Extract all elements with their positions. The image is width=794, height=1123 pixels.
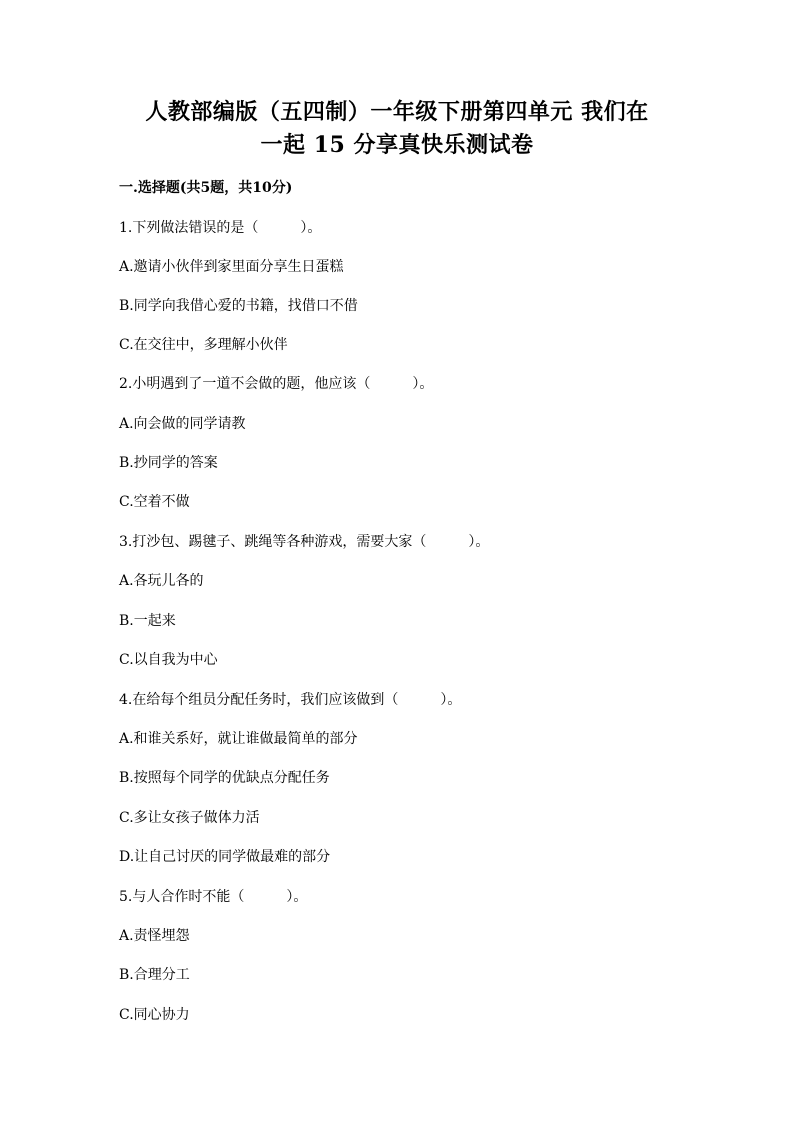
question-5-option-b: B.合理分工 [119, 967, 190, 983]
section-heading: 一.选择题(共5题，共10分) [119, 180, 293, 196]
question-5-option-a: A.责怪埋怨 [119, 928, 190, 944]
question-4-option-b: B.按照每个同学的优缺点分配任务 [119, 770, 330, 786]
question-3-option-a: A.各玩儿各的 [119, 573, 204, 589]
question-4-option-d: D.让自己讨厌的同学做最难的部分 [119, 849, 331, 865]
document-title-line-2: 一起 15 分享真快乐测试卷 [260, 132, 534, 158]
document-title-line-1: 人教部编版（五四制）一年级下册第四单元 我们在 [145, 99, 649, 125]
question-4-stem: 4.在给每个组员分配任务时，我们应该做到（ ）。 [119, 692, 462, 708]
question-2-option-c: C.空着不做 [119, 494, 190, 510]
question-1-stem: 1.下列做法错误的是（ ）。 [119, 220, 322, 236]
question-2-option-b: B.抄同学的答案 [119, 455, 218, 471]
question-3-option-b: B.一起来 [119, 613, 176, 629]
question-4-option-c: C.多让女孩子做体力活 [119, 810, 260, 826]
question-4-option-a: A.和谁关系好，就让谁做最简单的部分 [119, 731, 358, 747]
question-3-stem: 3.打沙包、踢毽子、跳绳等各种游戏，需要大家（ ）。 [119, 534, 490, 550]
question-2-stem: 2.小明遇到了一道不会做的题，他应该（ ）。 [119, 376, 434, 392]
question-5-stem: 5.与人合作时不能（ ）。 [119, 889, 308, 905]
question-1-option-b: B.同学向我借心爱的书籍，找借口不借 [119, 298, 358, 314]
question-2-option-a: A.向会做的同学请教 [119, 416, 246, 432]
question-3-option-c: C.以自我为中心 [119, 652, 218, 668]
question-1-option-c: C.在交往中，多理解小伙伴 [119, 337, 288, 353]
question-1-option-a: A.邀请小伙伴到家里面分享生日蛋糕 [119, 259, 344, 275]
question-5-option-c: C.同心协力 [119, 1007, 190, 1023]
